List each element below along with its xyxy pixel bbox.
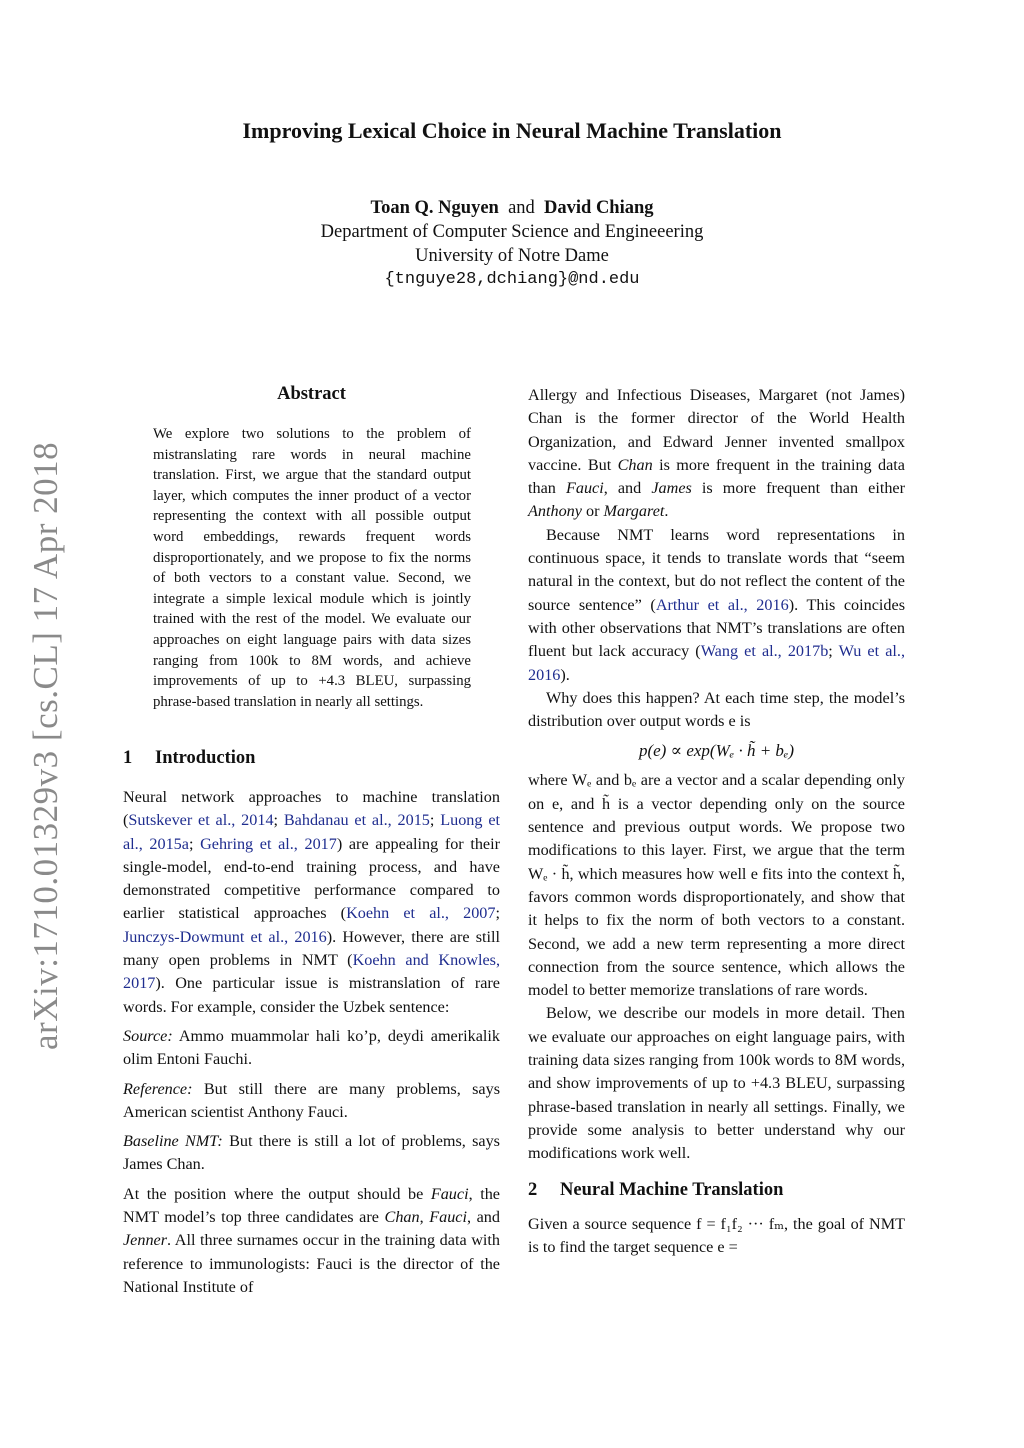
emph-anthony: Anthony [528,502,582,521]
baseline-label: Baseline NMT: [123,1132,223,1151]
text-run: . All three surnames occur in the training data with reference to immunologists: Fauci is the director of the National Institute of [123,1231,500,1296]
right-column [528,384,905,1259]
paper-title: Improving Lexical Choice in Neural Machine Translation [242,118,782,143]
citation-wang[interactable]: Wang et al., 2017b [700,642,829,661]
affiliation-dept: Department of Computer Science and Engineeering [320,222,704,242]
intro-paragraph-1 [123,786,500,1019]
example-baseline [123,1130,500,1177]
text-run: ; [828,642,839,661]
emph-fauci: Fauci [430,1184,469,1203]
text-run: ; [188,834,201,853]
citation-gehring[interactable]: Gehring et al., 2017 [200,834,337,853]
section-2-title: Neural Machine Translation [560,1179,784,1200]
text-run: Neural network approaches to machine translation ( [123,788,500,830]
left-column [123,786,500,1299]
citation-luong[interactable]: Luong et al., 2015a [123,811,501,853]
and-word: and [508,198,535,218]
citation-wu[interactable]: Wu et al., 2016 [528,642,905,684]
equation-output-distribution: p(e) ∝ exp(Wₑ · h̃ + bₑ) [638,741,795,761]
abstract-heading: Abstract [277,384,346,404]
text-run: ) are appealing for their single-model, end-to-end training process, and have demonstrated competitive performance compared to earlier statistical approaches ( [123,834,500,923]
source-text: Ammo muammolar hali ko’p, deydi amerikalik olim Entoni Fauchi. [123,1026,500,1069]
text-run: is more frequent than either [691,479,905,498]
citation-koehn-knowles[interactable]: Koehn and Knowles, 2017 [123,951,500,993]
right-paragraph-4: where Wₑ and bₑ are a vector and a scalar depending only on e, and h̃ is a vector depending only on the source sentence and previous output words. We propose two modifications to this layer. First, we argue that the term Wₑ · h̃, which measures how well e fits into the context h̃, favors common words disproportionately, and show that it helps to fix the norm of both vectors to a constant. Second, we add a new term representing a more direct connection from the source sentence, which allows the model to better memorize translations of rare words. [528,771,905,1000]
section-1-title: Introduction [155,748,256,768]
affiliation-univ: University of Notre Dame [415,246,609,266]
text-run: , and [603,479,652,498]
emph-chan: Chan [617,455,653,474]
example-reference [123,1078,500,1125]
text-run: or [581,502,604,521]
text-run: is more frequent in the training data than [528,455,905,498]
right-paragraph-5: Below, we describe our models in more detail. Then we evaluate our approaches on eight language pairs, with training data sizes ranging from 100k words to 8M words, and show improvements of up to +4.3 BLEU, surpassing phrase-based translation in nearly all settings. Finally, we provide some analysis to better understand why our modifications work well. [528,1004,905,1163]
text-run: ). [560,665,570,684]
source-label: Source: [123,1026,173,1045]
author-2: David Chiang [544,198,654,218]
text-run: . [664,502,669,521]
text-run: , and [467,1208,500,1227]
author-block [0,196,1024,292]
example-source [123,1025,500,1072]
author-email: {tnguye28,dchiang}@nd.edu [384,270,640,289]
author-1: Toan Q. Nguyen [370,198,499,218]
emph-fauci: Fauci [429,1208,467,1227]
section-2-number: 2 [528,1179,538,1200]
text-run: ; [273,811,284,830]
intro-paragraph-2 [123,1183,500,1299]
right-paragraph-6: Given a source sequence f = f₁f₂ ··· fₘ, the goal of NMT is to find the target sequence e = [528,1214,905,1256]
right-paragraph-2 [528,524,905,687]
right-paragraph-1 [528,384,905,524]
citation-sutskever[interactable]: Sutskever et al., 2014 [128,811,274,830]
text-run: ). However, there are still many open problems in NMT ( [123,927,500,970]
citation-bahdanau[interactable]: Bahdanau et al., 2015 [283,811,430,830]
author-line [0,196,1024,220]
text-run: Because NMT learns word representations in continuous space, it tends to translate words that “seem natural in the context, but do not reflect the content of the source sentence” ( [528,525,905,614]
text-run: ; [429,811,441,830]
text-run: ; [495,904,500,923]
citation-junczys[interactable]: Junczys-Dowmunt et al., 2016 [123,927,327,946]
text-run: , [419,1208,430,1227]
citation-arthur[interactable]: Arthur et al., 2016 [655,595,789,614]
reference-text: But still there are many problems, says American scientist Anthony Fauci. [123,1079,500,1121]
abstract-text: We explore two solutions to the problem of mistranslating rare words in neural machine translation. First, we argue that the standard output layer, which computes the inner product of a vector representing the context with all possible output word embeddings, rewards frequent words disproportionately, and we propose to fix the norms of both vectors to a constant value. Second, we integrate a simple lexical module which is jointly trained with the rest of the model. We evaluate our approaches on eight language pairs with data sizes ranging from 100k to 8M words, and achieve improvements of up to +4.3 BLEU, surpassing phrase-based translation in nearly all settings. [153,426,471,710]
section-1-heading [123,748,255,769]
text-run: ). One particular issue is mistranslation of rare words. For example, consider the Uzbek sentence: [123,974,500,1016]
text-run: At the position where the output should be [123,1184,431,1203]
right-paragraph-3: Why does this happen? At each time step, the model’s distribution over output words e is [528,688,905,731]
text-run: , the NMT model’s top three candidates are [123,1184,500,1227]
text-run: ). This coincides with other observations that NMT’s translations are often fluent but lack accuracy ( [528,595,905,661]
emph-chan: Chan [384,1208,420,1227]
reference-label: Reference: [123,1079,193,1098]
arxiv-stamp: arXiv:1710.01329v3 [cs.CL] 17 Apr 2018 [26,441,65,1050]
section-1-number: 1 [123,748,133,768]
emph-fauci: Fauci [565,479,604,498]
emph-james: James [651,479,692,498]
citation-koehn-2007[interactable]: Koehn et al., 2007 [346,904,496,923]
baseline-text: But there is still a lot of problems, says James Chan. [123,1132,500,1174]
emph-jenner: Jenner [123,1231,168,1250]
text-run: Allergy and Infectious Diseases, Margaret (not James) Chan is the former director of the World Health Organization, and Edward Jenner invented smallpox vaccine. But [528,386,905,474]
emph-margaret: Margaret [603,502,665,521]
section-2-heading [528,1180,905,1201]
